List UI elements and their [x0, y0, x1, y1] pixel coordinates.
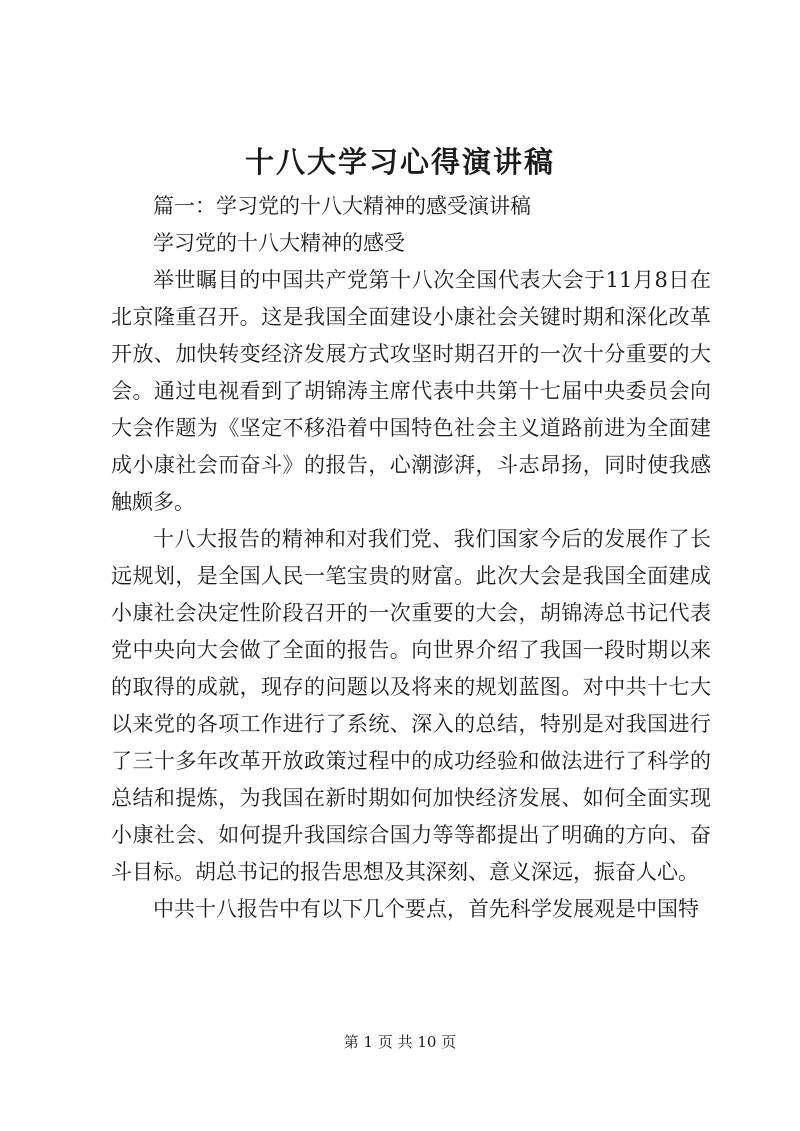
- subheading: 学习党的十八大精神的感受: [153, 231, 405, 255]
- body-paragraph: 中共十八报告中有以下几个要点，首先科学发展观是中国特: [153, 897, 699, 921]
- body-paragraph: 十八大报告的精神和对我们党、我们国家今后的发展作了长远规划，是全国人民一笔宝贵的财富。此次大会是我国全面建成小康社会决定性阶段召开的一次重要的大会，胡锦涛总书记代表党中央向大会做了全面的报告。向世界介绍了我国一段时期以来的取得的成就，现存的问题以及将来的规划蓝图。对中共十七大以来党的各项工作进行了系统、深入的总结，特别是对我国进行了三十多年改革开放政策过程中的成功经验和做法进行了科学的总结和提炼，为我国在新时期如何加快经济发展、如何全面实现小康社会、如何提升我国综合国力等等都提出了明确的方向、奋斗目标。胡总书记的报告思想及其深刻、意义深远，振奋人心。: [111, 527, 711, 884]
- page-footer: 第 1 页 共 10 页: [343, 1033, 457, 1051]
- document-body: [111, 188, 711, 928]
- section-heading: 篇一：学习党的十八大精神的感受演讲稿: [153, 194, 531, 218]
- body-paragraph: 举世瞩目的中国共产党第十八次全国代表大会于11月8日在北京隆重召开。这是我国全面建设小康社会关键时期和深化改革开放、加快转变经济发展方式攻坚时期召开的一次十分重要的大会。通过电视看到了胡锦涛主席代表中共第十七届中央委员会向大会作题为《坚定不移沿着中国特色社会主义道路前进为全面建成小康社会而奋斗》的报告，心潮澎湃，斗志昂扬，同时使我感触颇多。: [111, 268, 711, 514]
- document-title: 十八大学习心得演讲稿: [244, 145, 555, 179]
